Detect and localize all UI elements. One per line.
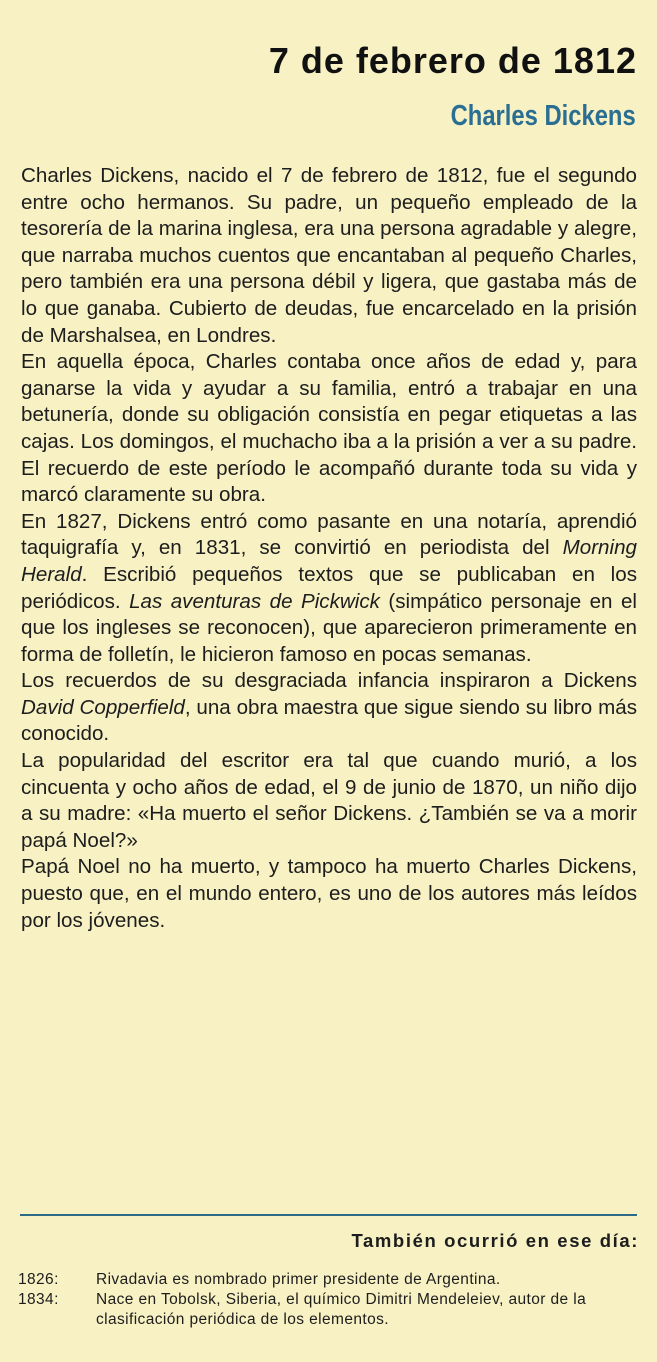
paragraph-3-text-c: (simpático personaje en el que los ingleses se reconocen), que aparecieron primeramente en forma de folletín, le hicieron famoso en pocas semanas.: [21, 589, 637, 666]
paragraph-3-text-b: . Escribió pequeños textos que se publicaban en los periódicos.: [21, 562, 637, 613]
paragraph-4: [21, 668, 637, 748]
paragraph-3-text-a: En 1827, Dickens entró como pasante en una notaría, aprendió taquigrafía y, en 1831, se convirtió en periodista del: [21, 509, 637, 560]
also-happened-heading: También ocurrió en ese día:: [351, 1230, 639, 1251]
event-text: Nace en Tobolsk, Siberia, el químico Dimitri Mendeleiev, autor de la clasificación periódica de los elementos.: [96, 1291, 587, 1328]
event-text: Rivadavia es nombrado primer presidente de Argentina.: [96, 1271, 501, 1288]
event-year: 1826:: [18, 1271, 59, 1288]
paragraph-6: Papá Noel no ha muerto, y tampoco ha muerto Charles Dickens, puesto que, en el mundo entero, es uno de los autores más leídos por los jóvenes.: [21, 855, 637, 932]
book-title-pickwick: Las aventuras de Pickwick: [129, 589, 380, 613]
article-body: [21, 163, 637, 934]
event-item: [18, 1290, 638, 1330]
paragraph-2: En aquella época, Charles contaba once años de edad y, para ganarse la vida y ayudar a su familia, entró a trabajar en una betunería, donde su obligación consistía en pegar etiquetas a las cajas. Los domingos, el muchacho iba a la prisión a ver a su padre. El recuerdo de este período le acompañó durante toda su vida y marcó claramente su obra.: [21, 350, 637, 507]
section-divider: [20, 1214, 637, 1216]
event-item: [18, 1270, 638, 1290]
paragraph-5: La popularidad del escritor era tal que cuando murió, a los cincuenta y ocho años de edad, el 9 de junio de 1870, un niño dijo a su madre: «Ha muerto el señor Dickens. ¿También se va a morir papá Noel?»: [21, 749, 637, 852]
paragraph-3: [21, 509, 637, 669]
newspaper-title: Morning Herald: [21, 536, 637, 586]
events-list: [18, 1270, 638, 1330]
author-name: Charles Dickens: [450, 100, 636, 132]
book-title-copperfield: David Copperfield: [21, 695, 185, 719]
paragraph-1: Charles Dickens, nacido el 7 de febrero de 1812, fue el segundo entre ocho hermanos. Su padre, un pequeño empleado de la tesorería de la marina inglesa, era una persona agradable y alegre, que narraba muchos cuentos que encantaban al pequeño Charles, pero también era una persona débil y ligera, que gastaba más de lo que ganaba. Cubierto de deudas, fue encarcelado en la prisión de Marshalsea, en Londres.: [21, 164, 637, 347]
page-title: 7 de febrero de 1812: [268, 40, 637, 81]
paragraph-4-text-a: Los recuerdos de su desgraciada infancia inspiraron a Dickens: [21, 669, 637, 693]
event-year: 1834:: [18, 1291, 59, 1308]
paragraph-4-text-b: , una obra maestra que sigue siendo su libro más conocido.: [21, 695, 637, 746]
